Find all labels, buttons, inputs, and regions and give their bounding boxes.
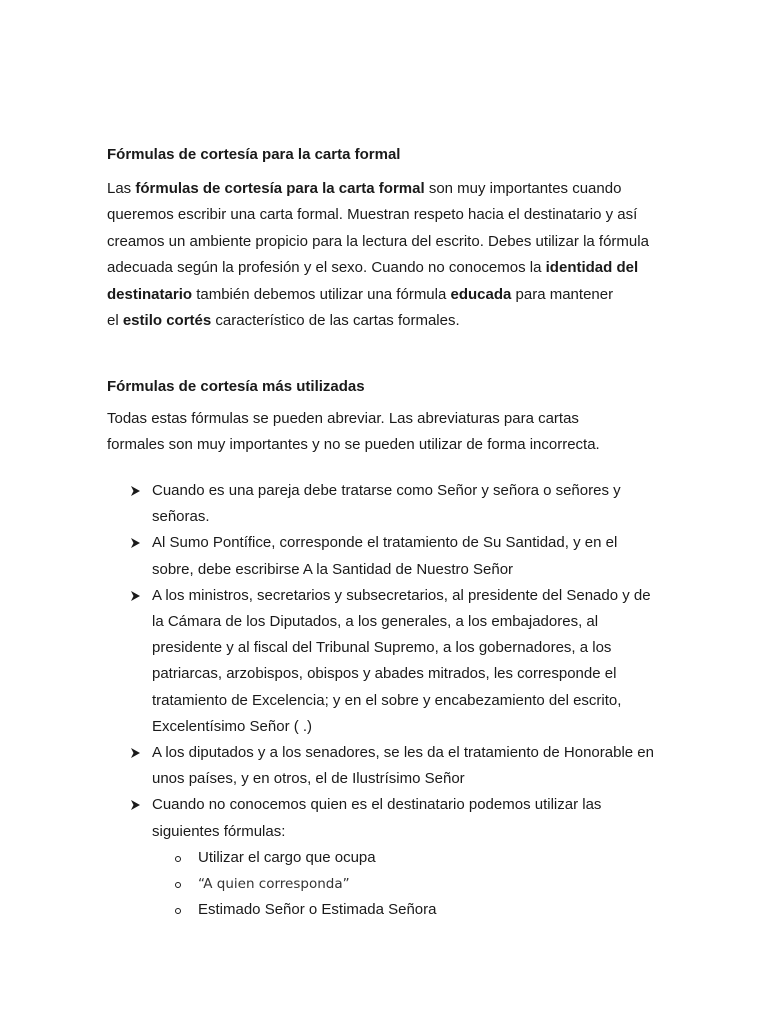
sub-bullet-list — [107, 845, 667, 924]
list-item-line: A los ministros, secretarios y subsecretarios, al presidente del Senado y de — [152, 586, 651, 604]
text-run: el — [107, 312, 123, 330]
circle-bullet-icon — [175, 856, 181, 862]
sub-list-item — [107, 871, 667, 897]
arrow-bullet-icon — [129, 590, 141, 602]
circle-bullet-icon — [175, 882, 181, 888]
list-item-line: señoras. — [152, 508, 210, 526]
list-item-line: la Cámara de los Diputados, a los generales, a los embajadores, al — [152, 613, 599, 631]
list-item-line: Cuando no conocemos quien es el destinatario podemos utilizar las — [152, 796, 602, 814]
arrow-bullet-icon — [129, 747, 141, 759]
list-item-line: presidente y al fiscal del Tribunal Supremo, a los gobernadores, a los — [152, 639, 612, 657]
paragraph-line — [107, 176, 667, 202]
text-run: para mantener — [511, 285, 614, 303]
sub-list-item-text: Estimado Señor o Estimada Señora — [198, 901, 437, 919]
paragraph-line: formales son muy importantes y no se pueden utilizar de forma incorrecta. — [107, 436, 600, 454]
arrow-bullet-icon — [129, 799, 141, 811]
paragraph-line — [107, 282, 667, 308]
paragraph-line — [107, 308, 667, 334]
arrow-bullet-icon — [129, 485, 141, 497]
section-title-mas-utilizadas: Fórmulas de cortesía más utilizadas — [107, 378, 365, 395]
list-item-line: unos países, y en otros, el de Ilustrísimo Señor — [152, 770, 465, 788]
sub-list-item-text: Utilizar el cargo que ocupa — [198, 848, 376, 866]
circle-bullet-icon — [175, 908, 181, 914]
list-item — [107, 583, 667, 740]
sub-list-item-text: “A quien corresponda” — [198, 876, 350, 893]
section-title-carta-formal: Fórmulas de cortesía para la carta formal — [107, 146, 401, 163]
bold-text-run: identidad del — [545, 259, 639, 277]
paragraph-line: creamos un ambiente propicio para la lectura del escrito. Debes utilizar la fórmula — [107, 232, 649, 250]
bullet-list — [107, 478, 667, 923]
paragraph-line: Todas estas fórmulas se pueden abreviar. Las abreviaturas para cartas — [107, 410, 579, 427]
list-item — [107, 740, 667, 792]
list-item-line: Cuando es una pareja debe tratarse como Señor y señora o señores y — [152, 482, 621, 499]
text-run: son muy importantes cuando — [424, 180, 622, 197]
intro-paragraph — [107, 176, 667, 334]
abbreviations-paragraph — [107, 406, 667, 459]
list-item — [107, 478, 667, 530]
list-item-line: Excelentísimo Señor ( .) — [152, 717, 313, 735]
text-run: característico de las cartas formales. — [211, 312, 460, 330]
list-item-line: siguientes fórmulas: — [152, 822, 286, 840]
bold-text-run: estilo cortés — [122, 312, 212, 330]
text-run: Las — [107, 180, 136, 197]
paragraph-line: queremos escribir una carta formal. Muestran respeto hacia el destinatario y así — [107, 206, 638, 224]
paragraph-line — [107, 255, 667, 281]
arrow-bullet-icon — [129, 537, 141, 549]
list-item-line: patriarcas, arzobispos, obispos y abades mitrados, les corresponde el — [152, 665, 617, 683]
bold-text-run: destinatario — [107, 285, 193, 303]
bold-text-run: educada — [450, 285, 512, 303]
sub-list-item — [107, 845, 667, 871]
list-item-line: sobre, debe escribirse A la Santidad de Nuestro Señor — [152, 560, 514, 578]
sub-list-item — [107, 897, 667, 923]
list-item — [107, 530, 667, 582]
list-item-line: Al Sumo Pontífice, corresponde el tratamiento de Su Santidad, y en el — [152, 534, 618, 552]
bold-text-run: fórmulas de cortesía para la carta formal — [135, 180, 425, 197]
list-item-line: A los diputados y a los senadores, se les da el tratamiento de Honorable en — [152, 744, 654, 762]
list-item — [107, 792, 667, 844]
list-item-line: tratamiento de Excelencia; y en el sobre y encabezamiento del escrito, — [152, 691, 622, 709]
text-run: adecuada según la profesión y el sexo. Cuando no conocemos la — [107, 259, 546, 277]
text-run: también debemos utilizar una fórmula — [192, 285, 451, 303]
